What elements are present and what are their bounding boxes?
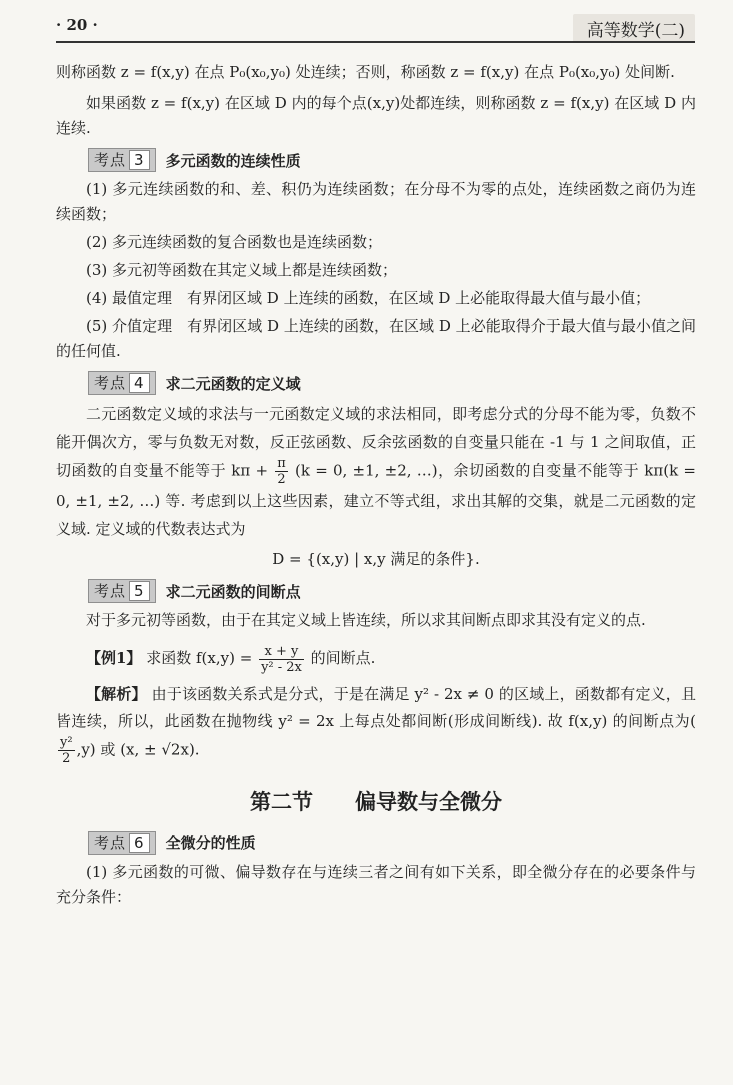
exam-point-title: 全微分的性质 — [165, 834, 256, 852]
exam-point-badge: 考点 3 — [88, 148, 156, 172]
list-item: (5) 介值定理 有界闭区域 D 上连续的函数，在区域 D 上必能取得介于最大值与最小值之间的任何值. — [56, 317, 696, 360]
exam-point-title: 多元函数的连续性质 — [165, 151, 301, 170]
exam-point-heading — [88, 370, 696, 396]
list-item: (2) 多元连续函数的复合函数也是连续函数； — [86, 233, 383, 251]
exam-point-heading — [88, 578, 696, 604]
fraction: $\frac{x + y}{\text{y² - 2x}}$ — [261, 643, 302, 675]
exam-point-heading — [88, 147, 696, 173]
exam-point-heading — [88, 830, 696, 856]
list-item: (3) 多元初等函数在其定义域上都是连续函数； — [86, 261, 398, 279]
exam-point-badge: 考点 5 — [88, 579, 156, 603]
exam-point-badge: 考点 6 — [88, 831, 156, 855]
solution: 【解析】 由于该函数关系式是分式，于是在满足 y² - 2x ≠ 0 的区域上，函数都有定义，且皆连续，所以，此函数在抛物线 y² = 2x 上每点处都间断(形成间断线). 故 f(x,y) 的间断点为( $\frac{\text{y²}}{2}$ ,y) 或 (x, ± √2x). — [56, 684, 696, 766]
page-body — [56, 60, 696, 910]
book-title: 高等数学(二) — [573, 14, 695, 43]
paragraph: 对于多元初等函数，由于在其定义域上皆连续，所以求其间断点即求其没有定义的点. — [86, 611, 646, 629]
exam-point-badge: 考点 4 — [88, 371, 156, 395]
paragraph: 则称函数 z = f(x,y) 在点 P₀(x₀,y₀) 处连续；否则，称函数 z = f(x,y) 在点 P₀(x₀,y₀) 处间断. — [56, 63, 675, 81]
fraction: $\frac{\text{y²}}{2}$ — [60, 734, 73, 766]
formula: D = {(x,y) | x,y 满足的条件}. — [272, 550, 480, 568]
fraction: $\frac{\pi}{2}$ — [277, 456, 286, 487]
list-item: (1) 多元连续函数的和、差、积仍为连续函数；在分母不为零的点处，连续函数之商仍为连续函数； — [56, 180, 696, 223]
section-title: 第二节 偏导数与全微分 — [250, 789, 502, 814]
paragraph: 二元函数定义域的求法与一元函数定义域的求法相同，即考虑分式的分母不能为零，负数不能开偶次方，零与负数无对数，反正弦函数、反余弦函数的自变量只能在 -1 与 1 之间取值，正切函数的自变量不能等于 kπ + $\frac{\pi}{2}$ (k = 0, ±1, ±2, …)，余切函数的自变量不能等于 kπ(k = 0, ±1, ±2, …) 等. 考虑到以上这些因素，建立不等式组，求出其解的交集，就是二元函数的定义域. 定义域的代数表达式为 — [56, 405, 696, 538]
exam-point-title: 求二元函数的间断点 — [165, 582, 301, 601]
example: 【例1】 求函数 f(x,y) = $\frac{x + y}{\text{y² - 2x}}$ 的间断点. — [86, 643, 376, 675]
header-rule — [56, 41, 695, 43]
list-item: (4) 最值定理 有界闭区域 D 上连续的函数，在区域 D 上必能取得最大值与最小值； — [86, 289, 651, 307]
page-number: · 20 · — [56, 16, 98, 34]
paragraph: 如果函数 z = f(x,y) 在区域 D 内的每个点(x,y)处都连续，则称函数 z = f(x,y) 在区域 D 内连续. — [56, 94, 696, 137]
paragraph: (1) 多元函数的可微、偏导数存在与连续三者之间有如下关系，即全微分存在的必要条件与充分条件： — [56, 862, 696, 906]
exam-point-title: 求二元函数的定义域 — [165, 374, 301, 393]
page-header — [56, 10, 695, 44]
